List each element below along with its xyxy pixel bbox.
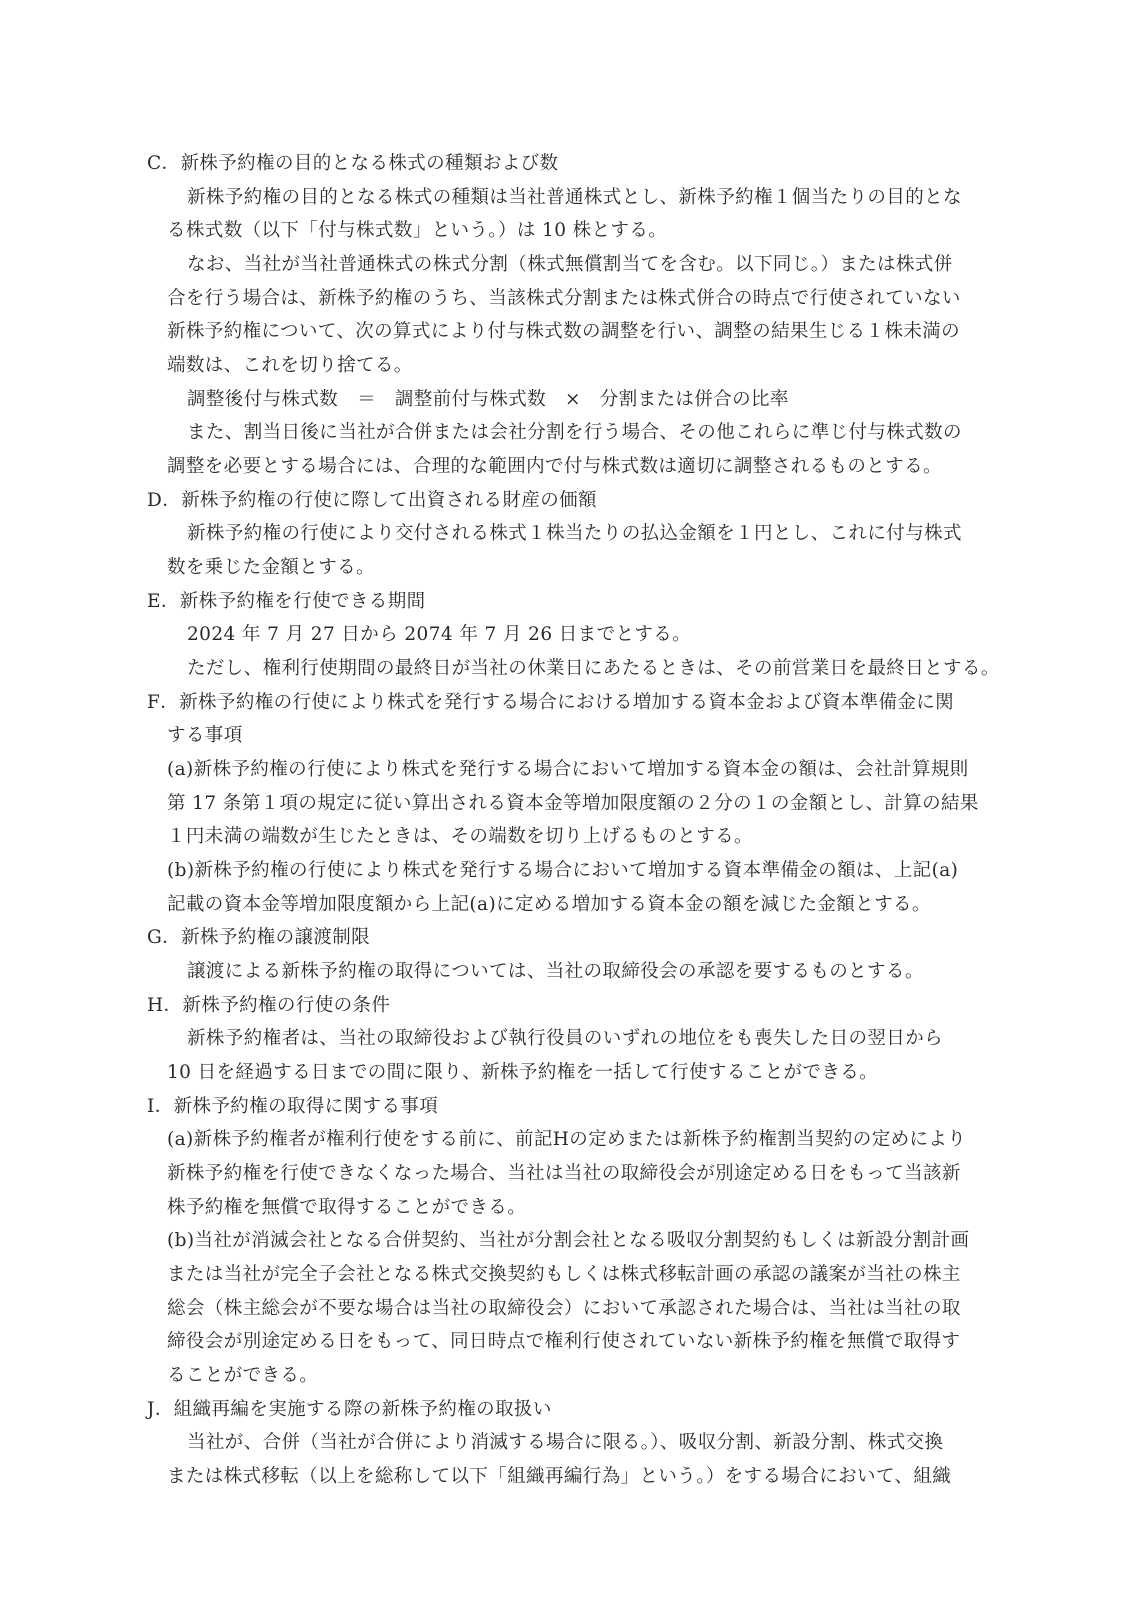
paragraph-line: また、割当日後に当社が合併または会社分割を行う場合、その他これらに準じ付与株式数の — [187, 422, 962, 443]
section-j-heading: J．組織再編を実施する際の新株予約権の取扱い — [147, 1399, 552, 1420]
formula-line: 調整後付与株式数 ＝ 調整前付与株式数 × 分割または併合の比率 — [187, 389, 789, 410]
paragraph-line: 端数は、これを切り捨てる。 — [167, 355, 413, 376]
paragraph-line: ることができる。 — [167, 1365, 319, 1386]
section-c-heading: C．新株予約権の目的となる株式の種類および数 — [147, 153, 559, 174]
paragraph-line: 新株予約権の目的となる株式の種類は当社普通株式とし、新株予約権１個当たりの目的とな — [187, 187, 962, 208]
section-e-heading: E．新株予約権を行使できる期間 — [147, 591, 426, 612]
paragraph-line: なお、当社が当社普通株式の株式分割（株式無償割当てを含む。以下同じ。）または株式併 — [187, 254, 953, 275]
paragraph-line: る株式数（以下「付与株式数」という。）は 10 株とする。 — [167, 220, 668, 241]
paragraph-line: 新株予約権の行使により交付される株式１株当たりの払込金額を１円とし、これに付与株式 — [187, 523, 962, 544]
paragraph-line: 第 17 条第１項の規定に従い算出される資本金等増加限度額の２分の１の金額とし、計算の結果 — [167, 793, 979, 814]
section-d-heading: D．新株予約権の行使に際して出資される財産の価額 — [147, 490, 597, 511]
section-f-heading: F．新株予約権の行使により株式を発行する場合における増加する資本金および資本準備金に関 — [147, 692, 955, 713]
paragraph-line: (b)新株予約権の行使により株式を発行する場合において増加する資本準備金の額は、上記(a) — [167, 860, 959, 881]
paragraph-line: (b)当社が消滅会社となる合併契約、当社が分割会社となる吸収分割契約もしくは新設分割計画 — [167, 1230, 970, 1251]
paragraph-line: 10 日を経過する日までの間に限り、新株予約権を一括して行使することができる。 — [167, 1062, 879, 1083]
paragraph-line: 株予約権を無償で取得することができる。 — [167, 1197, 527, 1218]
paragraph-line: 新株予約権について、次の算式により付与株式数の調整を行い、調整の結果生じる１株未満の — [167, 321, 961, 342]
paragraph-line: または当社が完全子会社となる株式交換契約もしくは株式移転計画の承認の議案が当社の株主 — [167, 1264, 961, 1285]
section-h-heading: H．新株予約権の行使の条件 — [147, 995, 391, 1016]
paragraph-line: 新株予約権者は、当社の取締役および執行役員のいずれの地位をも喪失した日の翌日から — [187, 1028, 944, 1049]
paragraph-line: (a)新株予約権の行使により株式を発行する場合において増加する資本金の額は、会社計算規則 — [167, 759, 969, 780]
paragraph-line: 譲渡による新株予約権の取得については、当社の取締役会の承認を要するものとする。 — [187, 961, 924, 982]
paragraph-line: １円未満の端数が生じたときは、その端数を切り上げるものとする。 — [167, 826, 753, 847]
paragraph-line: 調整を必要とする場合には、合理的な範囲内で付与株式数は適切に調整されるものとする。 — [167, 456, 942, 477]
paragraph-line: 締役会が別途定める日をもって、同日時点で権利行使されていない新株予約権を無償で取得す — [167, 1331, 961, 1352]
paragraph-line: 当社が、合併（当社が合併により消滅する場合に限る。）、吸収分割、新設分割、株式交換 — [187, 1432, 944, 1453]
paragraph-line: 2024 年 7 月 27 日から 2074 年 7 月 26 日までとする。 — [187, 624, 692, 645]
paragraph-line: 新株予約権を行使できなくなった場合、当社は当社の取締役会が別途定める日をもって当該新 — [167, 1163, 961, 1184]
paragraph-line: 合を行う場合は、新株予約権のうち、当該株式分割または株式併合の時点で行使されていない — [167, 288, 961, 309]
paragraph-line: または株式移転（以上を総称して以下「組織再編行為」という。）をする場合において、組織 — [167, 1466, 952, 1487]
paragraph-line: 数を乗じた金額とする。 — [167, 557, 375, 578]
paragraph-line: 総会（株主総会が不要な場合は当社の取締役会）において承認された場合は、当社は当社の取 — [167, 1298, 961, 1319]
paragraph-line: ただし、権利行使期間の最終日が当社の休業日にあたるときは、その前営業日を最終日とする。 — [187, 658, 1000, 679]
section-i-heading: I．新株予約権の取得に関する事項 — [147, 1096, 439, 1117]
section-f-heading-cont: する事項 — [167, 725, 243, 746]
section-g-heading: G．新株予約権の譲渡制限 — [147, 927, 371, 948]
paragraph-line: 記載の資本金等増加限度額から上記(a)に定める増加する資本金の額を減じた金額とする。 — [167, 894, 931, 915]
paragraph-line: (a)新株予約権者が権利行使をする前に、前記Hの定めまたは新株予約権割当契約の定めにより — [167, 1129, 967, 1150]
